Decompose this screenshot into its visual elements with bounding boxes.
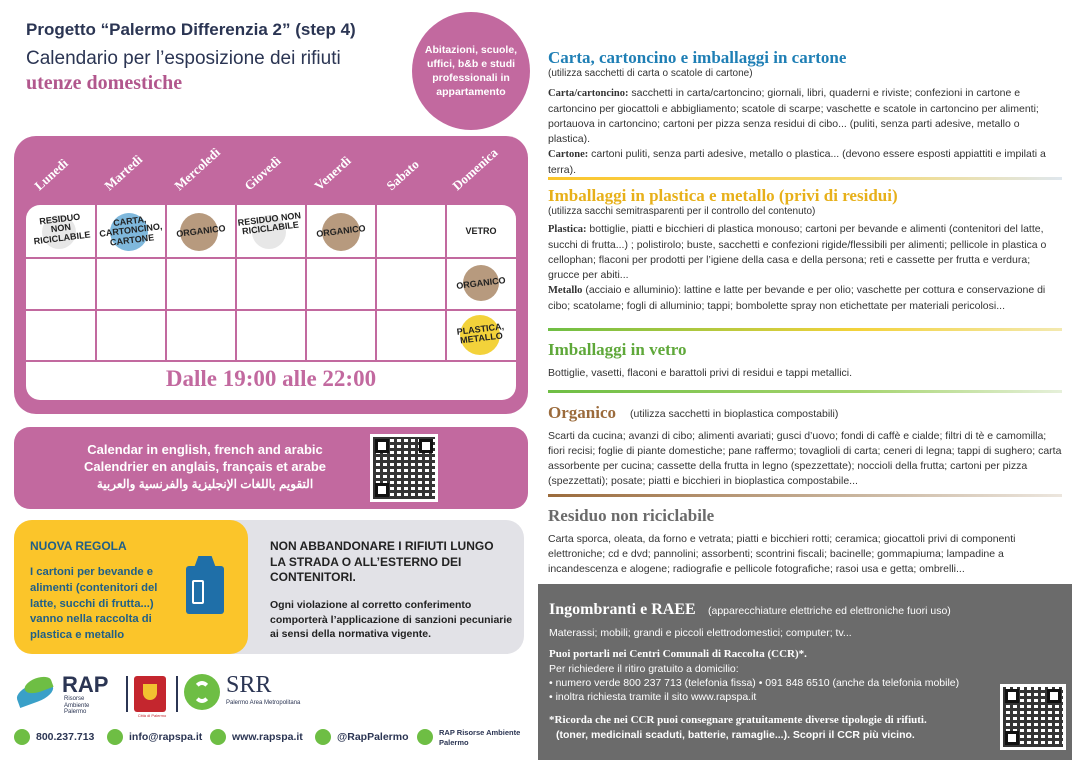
raee-website[interactable]: • inoltra richiesta tramite il sito www.rapspa.it bbox=[549, 691, 757, 703]
plastica-l2-label: Metallo bbox=[548, 284, 583, 296]
audience-circle-text: Abitazioni, scuole, uffici, b&b e studi professionali in appartamento bbox=[424, 43, 518, 99]
language-arabic: التقويم باللغات الإنجليزية والفرنسية والعربية bbox=[96, 477, 314, 491]
raee-items: Materassi; mobili; grandi e piccoli elettrodomestici; computer; tv... bbox=[549, 627, 852, 639]
organico-title: Organico bbox=[548, 403, 616, 422]
day-sunday: Domenica bbox=[449, 144, 501, 194]
vetro-title: Imballaggi in vetro bbox=[548, 340, 687, 359]
cell-mon-residuo: RESIDUO NON RICICLABILE bbox=[33, 211, 91, 247]
carta-l1-text: sacchetti in carta/cartoncino; giornali, libri, quaderni e riviste; confezioni in cartone e cartoncino per giocattoli e abbigliamento; scatole di scarpe; vaschette e scatole in cartoncino per alimenti; portauova in cartoncino; cartoni per pizza senza residui di cibo... (puliti, senza parti adesive, metallo o plastica). bbox=[548, 87, 1039, 145]
language-english: Calendar in english, french and arabic bbox=[87, 442, 323, 457]
plastica-l1-text: bottiglie, piatti e bicchieri di plastica monouso; cartoni per bevande e alimenti (contenitori del latte, succhi di frutta...) ; polistirolo; buste, sacchetti e confezioni rigide/flessibili per alimenti; pellicole in plastica o cellophan; flaconi per prodotti per l’igiene della casa e della persona; reti e cassette per frutta e verdura; grucce per abiti... bbox=[548, 223, 1047, 281]
plastica-l2-text: (acciaio e alluminio): lattine e latte per bevande e per olio; vaschette per cottura e conservazione di cibo; scatolame; fogli di alluminio; tappi; bombolette spray non etichettate per materiali pericolosi... bbox=[548, 283, 1046, 312]
residuo-title: Residuo non riciclabile bbox=[548, 506, 715, 525]
plastica-l1-label: Plastica: bbox=[548, 224, 587, 235]
footer-web[interactable]: www.rapspa.it bbox=[232, 731, 303, 743]
raee-ritiro: Per richiedere il ritiro gratuito a domicilio: bbox=[549, 663, 739, 675]
footer-fb-line1[interactable]: RAP Risorse Ambiente bbox=[439, 728, 521, 737]
palermo-crest-label: Città di Palermo bbox=[137, 713, 167, 718]
raee-sub: (apparecchiature elettriche ed elettroniche fuori uso) bbox=[708, 605, 951, 617]
raee-note-details: (toner, medicinali scaduti, batterie, ramaglie...). Scopri il CCR più vicino. bbox=[556, 729, 915, 741]
qr-code-icon[interactable] bbox=[1000, 684, 1066, 750]
footer-social[interactable]: @RapPalermo bbox=[337, 731, 409, 743]
cell-sun-organico: ORGANICO bbox=[455, 275, 507, 291]
palermo-crest-icon bbox=[134, 676, 166, 712]
raee-note: *Ricorda che nei CCR puoi consegnare gratuitamente diverse tipologie di rifiuti. bbox=[549, 714, 927, 726]
phone-icon bbox=[14, 729, 30, 745]
residuo-body: Carta sporca, oleata, da forno e vetrata; piatti e bicchieri rotti; ceramica; giocattoli privi di componenti elettroniche; cd e dvd; pannolini; assorbenti; scontrini fiscali; bacinelle; gommapiuma; lampadine a incandescenza e alogene; radiografie e pellicole fotografiche; rasoi usa e getta; ombrelli... bbox=[548, 533, 1016, 575]
divider bbox=[548, 177, 1062, 180]
raee-ccr: Puoi portarli nei Centri Comunali di Raccolta (CCR)*. bbox=[549, 648, 807, 660]
srr-logo-subtitle: Palermo Area Metropolitana bbox=[226, 700, 301, 706]
plastica-sub: (utilizza sacchi semitrasparenti per il controllo del contenuto) bbox=[548, 206, 816, 217]
qr-code-icon[interactable] bbox=[370, 434, 438, 502]
audience-circle bbox=[412, 12, 530, 130]
facebook-icon bbox=[417, 729, 433, 745]
carta-l2-label: Cartone: bbox=[548, 148, 589, 160]
carta-body bbox=[548, 86, 1062, 177]
divider bbox=[548, 390, 1062, 393]
footer-email[interactable]: info@rapspa.it bbox=[129, 731, 203, 743]
organico-body: Scarti da cucina; avanzi di cibo; alimenti avariati; gusci d’uovo; fondi di caffè e cialde; filtri di tè e camomilla; fiori recisi; foglie di piante domestiche; pane raffermo; tovaglioli di carta; ceneri di legna; tappi di sughero; carta assorbente per cucina; cassette della frutta in legno (spezzettate); noccioli della frutta; cartoni per pizza (spezzettati); posate; piatti e bicchieri in bioplastica compostabile... bbox=[548, 430, 1062, 487]
day-tuesday: Martedì bbox=[101, 151, 146, 194]
project-title: Progetto “Palermo Differenzia 2” (step 4) bbox=[26, 20, 356, 39]
new-rule-title: NUOVA REGOLA bbox=[30, 539, 127, 553]
cell-thu-residuo: RESIDUO NON RICICLABILE bbox=[237, 210, 302, 237]
day-friday: Venerdì bbox=[311, 152, 354, 194]
cell-wed-organico: ORGANICO bbox=[175, 223, 227, 239]
milk-carton-icon bbox=[186, 566, 224, 614]
rap-logo-icon bbox=[14, 674, 58, 708]
carta-l1-label: Carta/cartoncino: bbox=[548, 88, 629, 99]
srr-logo-icon bbox=[184, 674, 220, 710]
language-french: Calendrier en anglais, français et arabe bbox=[83, 459, 327, 474]
abandon-warning: NON ABBANDONARE I RIFIUTI LUNGO LA STRADA O ALL’ESTERNO DEI CONTENITORI. bbox=[270, 539, 494, 585]
carta-sub: (utilizza sacchetti di carta o scatole di cartone) bbox=[548, 68, 753, 79]
divider bbox=[548, 328, 1062, 331]
rap-logo-text: RAP bbox=[62, 672, 109, 697]
day-saturday: Sabato bbox=[383, 156, 422, 194]
violation-notice: Ogni violazione al corretto conferimento comporterà l’applicazione di sanzioni pecuniarie ai sensi della normativa vigente. bbox=[270, 599, 513, 641]
new-rule-body: I cartoni per bevande e alimenti (contenitori del latte, succhi di frutta...) vanno nella raccolta di plastica e metallo bbox=[30, 566, 158, 642]
web-icon bbox=[210, 729, 226, 745]
plastica-body bbox=[548, 222, 1062, 313]
audience-title: utenze domestiche bbox=[26, 72, 183, 94]
footer-phone[interactable]: 800.237.713 bbox=[36, 731, 95, 743]
cell-sun-vetro: VETRO bbox=[465, 226, 497, 236]
cell-fri-organico: ORGANICO bbox=[315, 223, 367, 239]
raee-phone[interactable]: • numero verde 800 237 713 (telefonia fissa) • 091 848 6510 (anche da telefonia mobile) bbox=[549, 677, 960, 689]
cell-tue-carta: CARTA, CARTONCINO, CARTONE bbox=[98, 214, 163, 248]
day-monday: Lunedì bbox=[31, 155, 71, 194]
social-icon bbox=[315, 729, 331, 745]
vetro-body: Bottiglie, vasetti, flaconi e barattoli privi di residui e tappi metallici. bbox=[548, 367, 853, 379]
raee-title: Ingombranti e RAEE bbox=[549, 601, 696, 618]
day-thursday: Giovedì bbox=[241, 153, 284, 194]
rap-logo-subtitle: Risorse Ambiente Palermo bbox=[64, 696, 90, 716]
cell-sun-plastica: PLASTICA, METALLO bbox=[456, 321, 505, 346]
footer-fb-line2[interactable]: Palermo bbox=[439, 738, 469, 747]
email-icon bbox=[107, 729, 123, 745]
calendar-title: Calendario per l’esposizione dei rifiuti bbox=[26, 48, 341, 69]
carta-l2-text: cartoni puliti, senza parti adesive, metallo o plastica... (devono essere esposti appiattiti e impilati a terra). bbox=[548, 147, 1046, 176]
day-wednesday: Mercoledì bbox=[171, 144, 224, 194]
carta-title: Carta, cartoncino e imballaggi in cartone bbox=[548, 48, 847, 67]
divider bbox=[548, 494, 1062, 497]
plastica-title: Imballaggi in plastica e metallo (privi di residui) bbox=[548, 186, 898, 205]
weekday-headers bbox=[14, 140, 528, 204]
collection-hours: Dalle 19:00 alle 22:00 bbox=[165, 366, 377, 391]
srr-logo-text: SRR bbox=[226, 672, 272, 698]
organico-sub: (utilizza sacchetti in bioplastica compostabili) bbox=[630, 408, 839, 420]
